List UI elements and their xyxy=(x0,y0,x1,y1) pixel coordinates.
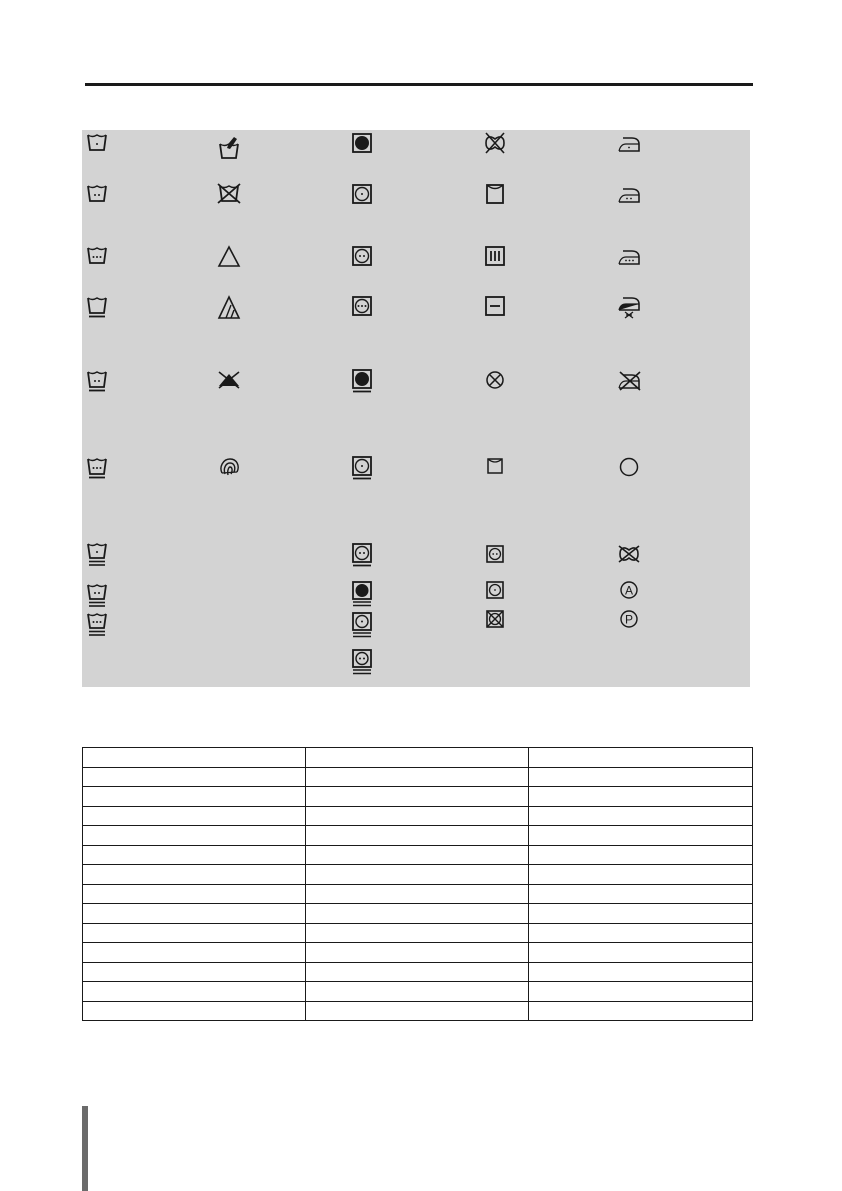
table-row xyxy=(83,748,753,768)
table-cell xyxy=(529,982,753,1002)
table-row xyxy=(83,806,753,826)
table-cell xyxy=(83,982,306,1002)
table-cell xyxy=(529,904,753,924)
dry-clean-icon xyxy=(617,455,643,481)
table-row xyxy=(83,865,753,885)
drip-dry-icon xyxy=(483,244,509,270)
bleach-allowed-icon xyxy=(217,244,243,270)
wool-mark-icon xyxy=(217,455,243,481)
table-cell xyxy=(306,767,529,787)
table-cell xyxy=(83,826,306,846)
table-cell xyxy=(529,845,753,865)
table-cell xyxy=(83,904,306,924)
tumble-dry-delicate-no-heat-icon xyxy=(350,581,376,607)
table-row xyxy=(83,1001,753,1021)
table-cell xyxy=(306,806,529,826)
table-cell xyxy=(83,748,306,768)
wash-40-delicate-icon xyxy=(85,583,111,609)
table-row xyxy=(83,943,753,963)
dry-in-shade-icon xyxy=(217,368,243,394)
table-cell xyxy=(529,787,753,807)
table-cell xyxy=(529,806,753,826)
wash-30-delicate-icon xyxy=(85,542,111,568)
table-row xyxy=(83,845,753,865)
table-cell xyxy=(306,904,529,924)
tumble-dry-low-icon xyxy=(350,182,376,208)
do-not-dry-clean-x-icon xyxy=(483,368,509,394)
table-cell xyxy=(529,1001,753,1021)
tumble-dry-no-heat-icon xyxy=(350,131,376,157)
dry-clean-any-solvent-icon xyxy=(617,578,643,604)
care-symbol-panel xyxy=(82,130,750,687)
table-row xyxy=(83,982,753,1002)
do-not-dry-clean-icon xyxy=(617,542,643,568)
wash-60-permanent-press-icon xyxy=(85,455,111,481)
table-cell xyxy=(529,865,753,885)
table-cell xyxy=(83,923,306,943)
table-row xyxy=(83,904,753,924)
table-cell xyxy=(306,1001,529,1021)
table-cell xyxy=(306,748,529,768)
table-cell xyxy=(83,943,306,963)
care-table xyxy=(82,747,753,1021)
tumble-dry-medium-small-icon xyxy=(483,542,509,568)
table-cell xyxy=(83,787,306,807)
table-cell xyxy=(83,865,306,885)
table-cell xyxy=(306,787,529,807)
line-dry-icon xyxy=(483,182,509,208)
table-cell xyxy=(306,845,529,865)
table-cell xyxy=(306,884,529,904)
table-row xyxy=(83,767,753,787)
iron-high-icon xyxy=(617,244,643,270)
table-row xyxy=(83,826,753,846)
wash-60-icon xyxy=(85,244,111,270)
table-cell xyxy=(83,806,306,826)
tumble-dry-low-small-icon xyxy=(483,578,509,604)
table-row xyxy=(83,884,753,904)
wash-60-delicate-icon xyxy=(85,612,111,638)
do-not-tumble-dry-icon xyxy=(483,607,509,633)
table-cell xyxy=(529,943,753,963)
dry-flat-icon xyxy=(483,294,509,320)
table-cell xyxy=(83,767,306,787)
solvent-a-letter: A xyxy=(624,583,634,598)
table-cell xyxy=(529,767,753,787)
table-cell xyxy=(306,943,529,963)
table-cell xyxy=(306,865,529,885)
solvent-p-letter: P xyxy=(624,612,634,627)
table-cell xyxy=(306,826,529,846)
table-cell xyxy=(529,884,753,904)
care-table-body xyxy=(83,748,753,1021)
table-cell xyxy=(83,884,306,904)
wash-95-icon xyxy=(85,294,111,320)
wash-40-permanent-press-icon xyxy=(85,368,111,394)
table-cell xyxy=(306,962,529,982)
non-chlorine-bleach-icon xyxy=(217,294,243,320)
table-cell xyxy=(83,1001,306,1021)
table-cell xyxy=(529,923,753,943)
tumble-dry-medium-icon xyxy=(350,244,376,270)
table-cell xyxy=(306,923,529,943)
tumble-dry-permanent-press-low-icon xyxy=(350,455,376,481)
table-row xyxy=(83,962,753,982)
table-cell xyxy=(83,845,306,865)
tumble-dry-high-icon xyxy=(350,294,376,320)
wash-40-icon xyxy=(85,182,111,208)
iron-low-icon xyxy=(617,131,643,157)
tumble-dry-permanent-press-medium-icon xyxy=(350,542,376,568)
table-row xyxy=(83,923,753,943)
table-cell xyxy=(306,982,529,1002)
table-cell xyxy=(83,962,306,982)
header-rule xyxy=(85,83,753,86)
table-row xyxy=(83,787,753,807)
do-not-wash-icon xyxy=(217,182,243,208)
hang-dry-icon xyxy=(483,455,509,481)
table-cell xyxy=(529,826,753,846)
table-cell xyxy=(529,748,753,768)
do-not-iron-icon xyxy=(617,368,643,394)
no-steam-iron-icon xyxy=(617,294,643,320)
hand-wash-icon xyxy=(217,134,243,160)
tumble-dry-delicate-medium-icon xyxy=(350,649,376,675)
do-not-wring-icon xyxy=(483,131,509,157)
table-cell xyxy=(529,962,753,982)
tumble-dry-delicate-low-icon xyxy=(350,612,376,638)
dry-clean-petroleum-icon xyxy=(617,607,643,633)
wash-30-icon xyxy=(85,131,111,157)
page-margin-bar xyxy=(82,1106,88,1191)
iron-medium-icon xyxy=(617,182,643,208)
tumble-dry-permanent-press-no-heat-icon xyxy=(350,368,376,394)
